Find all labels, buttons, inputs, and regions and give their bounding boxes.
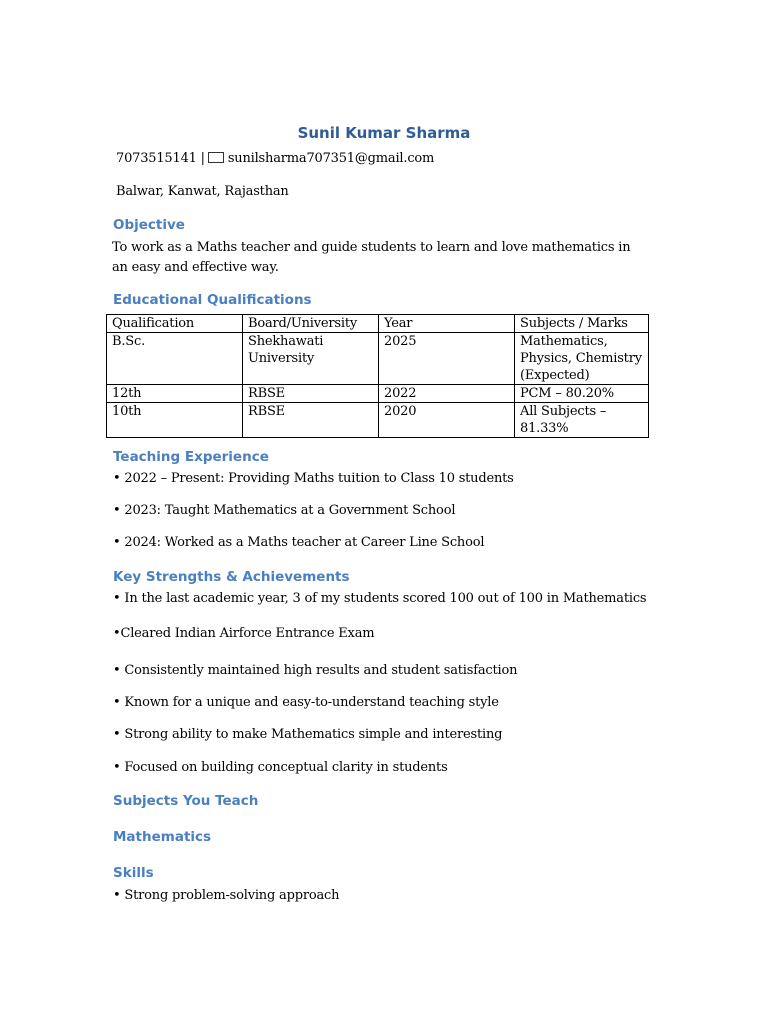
subjects-heading: Subjects You Teach [113,793,259,809]
location: Balwar, Kanwat, Rajasthan [116,184,289,199]
table-cell: RBSE [243,403,379,438]
experience-heading: Teaching Experience [113,449,269,465]
list-item: • 2023: Taught Mathematics at a Government School [113,503,456,518]
table-row [107,333,649,385]
column-header: Subjects / Marks [515,315,649,333]
subject-value: Mathematics [113,829,212,845]
table-cell: 10th [107,403,243,438]
table-cell: 2025 [379,333,515,385]
education-table [106,314,649,438]
contact-line [116,151,434,166]
list-item: • Strong ability to make Mathematics simple and interesting [113,727,503,742]
table-cell: 2022 [379,385,515,403]
email-address: sunilsharma707351@gmail.com [227,151,435,166]
list-item: • In the last academic year, 3 of my students scored 100 out of 100 in Mathematics [113,591,647,606]
table-header-row [107,315,649,333]
skills-heading: Skills [113,865,154,881]
education-heading: Educational Qualifications [113,292,312,308]
table-cell: Mathematics, Physics, Chemistry (Expected) [515,333,649,385]
column-header: Board/University [243,315,379,333]
table-cell: RBSE [243,385,379,403]
list-item: • Focused on building conceptual clarity in students [113,760,448,775]
table-cell: PCM – 80.20% [515,385,649,403]
table-cell: 2020 [379,403,515,438]
objective-text: To work as a Maths teacher and guide students to learn and love mathematics in an easy and effective way. [112,240,631,275]
list-item: • 2022 – Present: Providing Maths tuition to Class 10 students [113,471,514,486]
envelope-icon [208,152,224,163]
objective-heading: Objective [113,217,185,233]
table-cell: Shekhawati University [243,333,379,385]
list-item: •Cleared Indian Airforce Entrance Exam [113,626,375,641]
strengths-heading: Key Strengths & Achievements [113,569,350,585]
list-item: • Consistently maintained high results and student satisfaction [113,663,518,678]
list-item: • 2024: Worked as a Maths teacher at Career Line School [113,535,485,550]
resume-name: Sunil Kumar Sharma [297,124,471,142]
list-item: • Known for a unique and easy-to-understand teaching style [113,695,499,710]
table-cell: All Subjects – 81.33% [515,403,649,438]
table-row [107,403,649,438]
table-row [107,385,649,403]
column-header: Qualification [107,315,243,333]
list-item: • Strong problem-solving approach [113,888,340,903]
table-cell: B.Sc. [107,333,243,385]
table-cell: 12th [107,385,243,403]
column-header: Year [379,315,515,333]
phone-number: 7073515141 | [116,151,205,166]
